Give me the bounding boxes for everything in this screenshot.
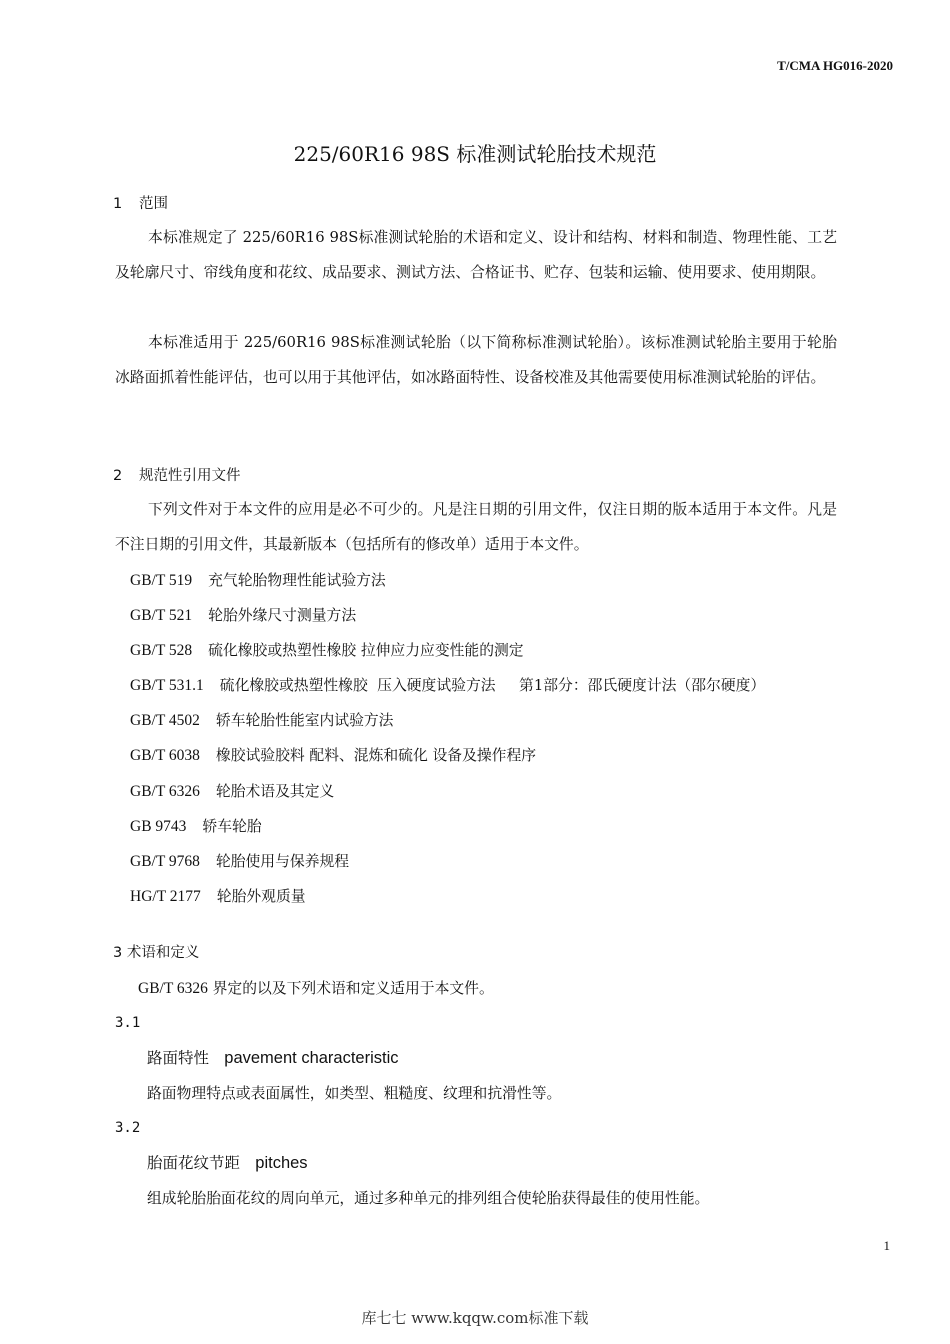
terms-intro <box>138 977 494 998</box>
reference-title: 轮胎外观质量 <box>216 887 306 905</box>
reference-list <box>130 563 765 914</box>
reference-code: HG/T 2177 <box>130 887 201 905</box>
term-en: pitches <box>255 1154 308 1172</box>
section-title: 范围 <box>139 196 168 212</box>
reference-code: GB/T 528 <box>130 642 193 660</box>
section-2-heading <box>113 464 241 485</box>
reference-title: 轮胎术语及其定义 <box>215 782 335 800</box>
reference-item <box>130 879 765 914</box>
section-title: 术语和定义 <box>126 945 200 961</box>
reference-title: 轮胎使用与保养规程 <box>215 852 350 870</box>
reference-item <box>130 633 765 668</box>
scope-paragraph-1: 本标准规定了 225/60R16 98S标准测试轮胎的术语和定义、设计和结构、材料和制造、物理性能、工艺及轮廓尺寸、帘线角度和花纹、成品要求、测试方法、合格证书、贮存、包装和运输、使用要求、使用期限。 <box>115 229 837 281</box>
term-zh: 路面特性 <box>147 1049 210 1067</box>
section-3-heading <box>113 941 199 962</box>
reference-title: 轮胎外缘尺寸测量方法 <box>208 607 357 625</box>
reference-item <box>130 668 765 703</box>
reference-item <box>130 703 765 738</box>
terms-intro-text: 界定的以及下列术语和定义适用于本文件。 <box>207 980 494 997</box>
page-number: 1 <box>883 1238 890 1253</box>
section-number: 3 <box>113 945 123 961</box>
reference-code: GB/T 4502 <box>130 712 200 730</box>
reference-title: 硫化橡胶或热塑性橡胶 压入硬度试验方法 第1部分：邵氏硬度计法（邵尔硬度） <box>219 677 766 695</box>
reference-title: 橡胶试验胶料 配料、混炼和硫化 设备及操作程序 <box>215 747 537 765</box>
reference-title: 轿车轮胎性能室内试验方法 <box>215 712 394 730</box>
section-number: 1 <box>113 196 123 212</box>
reference-title: 硫化橡胶或热塑性橡胶 拉伸应力应变性能的测定 <box>208 642 524 660</box>
reference-code: GB/T 519 <box>130 572 193 589</box>
term-definition: 组成轮胎胎面花纹的周向单元，通过多种单元的排列组合使轮胎获得最佳的使用性能。 <box>147 1190 710 1207</box>
reference-code: GB/T 9768 <box>130 852 200 870</box>
terms-intro-code: GB/T 6326 <box>138 980 208 997</box>
term-number: 3.2 <box>115 1120 141 1136</box>
references-intro: 下列文件对于本文件的应用是必不可少的。凡是注日期的引用文件，仅注日期的版本适用于本文件。凡是不注日期的引用文件，其最新版本（包括所有的修改单）适用于本文件。 <box>115 501 837 553</box>
reference-item <box>130 598 765 633</box>
term-en: pavement characteristic <box>224 1049 399 1067</box>
section-1-heading <box>113 192 168 213</box>
reference-item <box>130 774 765 809</box>
reference-item <box>130 563 765 598</box>
reference-code: GB 9743 <box>130 817 187 835</box>
reference-code: GB/T 6326 <box>130 782 200 800</box>
reference-item <box>130 844 765 879</box>
term-definition: 路面物理特点或表面属性，如类型、粗糙度、纹理和抗滑性等。 <box>147 1085 562 1102</box>
document-code: T/CMA HG016-2020 <box>777 58 893 73</box>
reference-code: GB/T 6038 <box>130 747 200 765</box>
document-title: 225/60R16 98S 标准测试轮胎技术规范 <box>293 142 657 166</box>
term-heading <box>147 1046 399 1068</box>
term-heading <box>147 1151 308 1173</box>
term-number: 3.1 <box>115 1015 141 1031</box>
reference-title: 充气轮胎物理性能试验方法 <box>208 572 386 589</box>
scope-paragraph-2: 本标准适用于 225/60R16 98S标准测试轮胎（以下简称标准测试轮胎）。该标准测试轮胎主要用于轮胎冰路面抓着性能评估，也可以用于其他评估，如冰路面特性、设备校准及其他需要使用标准测试轮胎的评估。 <box>115 334 837 386</box>
reference-item <box>130 738 765 773</box>
section-title: 规范性引用文件 <box>139 468 241 484</box>
reference-code: GB/T 521 <box>130 607 193 625</box>
watermark-text: 库七七 www.kqqw.com标准下载 <box>361 1309 589 1327</box>
reference-item <box>130 809 765 844</box>
section-number: 2 <box>113 468 123 484</box>
reference-title: 轿车轮胎 <box>202 817 262 835</box>
term-zh: 胎面花纹节距 <box>147 1154 241 1172</box>
reference-code: GB/T 531.1 <box>130 677 204 695</box>
